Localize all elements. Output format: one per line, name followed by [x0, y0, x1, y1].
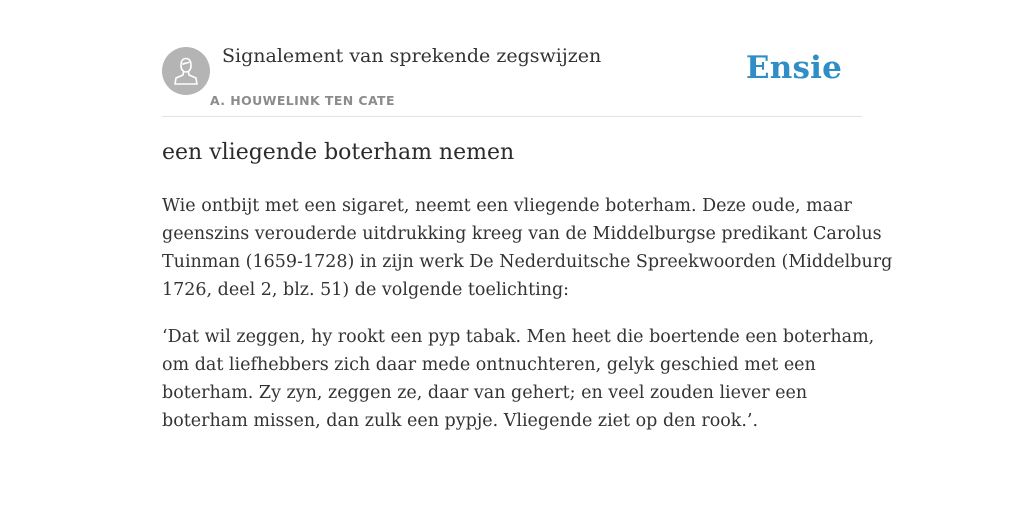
- paragraph-line: 1726, deel 2, blz. 51) de volgende toelichting:: [162, 280, 570, 300]
- paragraph-line: om dat liefhebbers zich daar mede ontnuchteren, gelyk geschied met een: [162, 355, 816, 375]
- entry-title: een vliegende boterham nemen: [162, 140, 515, 165]
- paragraph-line: Wie ontbijt met een sigaret, neemt een vliegende boterham. Deze oude, maar: [162, 196, 852, 216]
- user-icon: [162, 47, 210, 95]
- entry-card: [162, 0, 893, 512]
- brand-logo[interactable]: Ensie: [745, 50, 842, 86]
- entry-header: [162, 0, 862, 117]
- paragraph-line: ‘Dat wil zeggen, hy rookt een pyp tabak. Men heet die boertende een boterham,: [162, 327, 875, 347]
- author-avatar[interactable]: [162, 47, 210, 95]
- paragraph-line: Tuinman (1659-1728) in zijn werk De Nederduitsche Spreekwoorden (Middelburg: [162, 252, 893, 272]
- paragraph-line: geenszins verouderde uitdrukking kreeg van de Middelburgse predikant Carolus: [162, 224, 882, 244]
- author-name[interactable]: A. HOUWELINK TEN CATE: [210, 93, 395, 108]
- paragraph-line: boterham missen, dan zulk een pypje. Vliegende ziet op den rook.’.: [162, 411, 759, 431]
- entry-quote-paragraph: [162, 323, 875, 435]
- source-title[interactable]: Signalement van sprekende zegswijzen: [222, 45, 602, 67]
- paragraph-line: boterham. Zy zyn, zeggen ze, daar van gehert; en veel zouden liever een: [162, 383, 808, 403]
- entry-paragraph: [162, 192, 893, 304]
